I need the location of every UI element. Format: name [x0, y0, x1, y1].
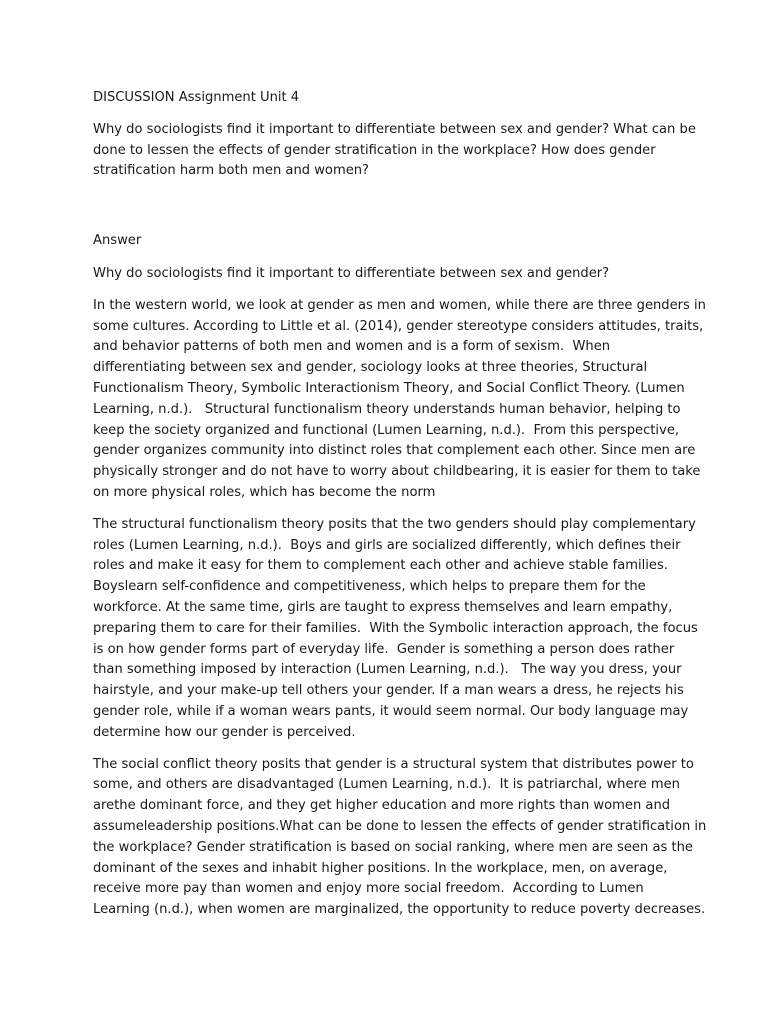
paragraph-line: Learning, n.d.). Structural functionalism theory understands human behavior, helping to — [93, 401, 681, 417]
title-text: DISCUSSION Assignment Unit 4 — [93, 90, 300, 105]
document-title — [93, 88, 678, 109]
paragraph-line: is on how gender forms part of everyday life. Gender is something a person does rather — [93, 641, 675, 657]
paragraph-line: Functionalism Theory, Symbolic Interactionism Theory, and Social Conflict Theory. (Lumen — [93, 380, 685, 396]
paragraph-2 — [93, 515, 698, 744]
paragraph-1 — [93, 296, 706, 504]
paragraph-line: Learning (n.d.), when women are marginalized, the opportunity to reduce poverty decreases. — [93, 902, 706, 918]
paragraph-line: The structural functionalism theory posits that the two genders should play complementary — [93, 516, 696, 532]
paragraph-line: than something imposed by interaction (Lumen Learning, n.d.). The way you dress, your — [93, 662, 682, 678]
paragraph-line: receive more pay than women and enjoy more social freedom. According to Lumen — [93, 881, 644, 897]
paragraph-line: arethe dominant force, and they get higher education and more rights than women and — [93, 798, 671, 814]
paragraph-line: roles (Lumen Learning, n.d.). Boys and girls are socialized differently, which defines their — [93, 537, 681, 553]
sub-question-text: Why do sociologists find it important to differentiate between sex and gender? — [93, 265, 610, 281]
answer-label-text: Answer — [93, 233, 142, 249]
paragraph-line: and behavior patterns of both men and women and is a form of sexism. When — [93, 339, 611, 355]
paragraph-line: preparing them to care for their families. With the Symbolic interaction approach, the focus — [93, 620, 698, 636]
question-line: Why do sociologists find it important to differentiate between sex and gender? What can be — [93, 121, 696, 137]
paragraph-line: In the western world, we look at gender as men and women, while there are three genders in — [93, 297, 706, 313]
paragraph-line: some cultures. According to Little et al. (2014), gender stereotype considers attitudes, traits, — [93, 318, 704, 334]
paragraph-line: determine how our gender is perceived. — [93, 724, 356, 740]
paragraph-line: some, and others are disadvantaged (Lumen Learning, n.d.). It is patriarchal, where men — [93, 777, 680, 793]
document-page — [93, 88, 707, 932]
paragraph-line: assumeleadership positions.What can be done to lessen the effects of gender stratification in — [93, 818, 707, 834]
paragraph-line: The social conflict theory posits that gender is a structural system that distributes power to — [93, 756, 694, 772]
paragraph-line: on more physical roles, which has become the norm — [93, 484, 436, 500]
paragraph-line: Boyslearn self-confidence and competitiveness, which helps to prepare them for the — [93, 579, 646, 595]
discussion-questions — [93, 120, 696, 182]
paragraph-line: roles and make it easy for them to complement each other and achieve stable families. — [93, 558, 668, 574]
paragraph-line: gender role, while if a woman wears pants, it would seem normal. Our body language may — [93, 703, 689, 719]
sub-question — [93, 264, 678, 285]
paragraph-line: differentiating between sex and gender, sociology looks at three theories, Structural — [93, 360, 648, 376]
paragraph-line: workforce. At the same time, girls are taught to express themselves and learn empathy, — [93, 599, 673, 615]
paragraph-line: physically stronger and do not have to worry about childbearing, it is easier for them to take — [93, 464, 701, 480]
answer-heading — [93, 231, 678, 252]
paragraph-line: the workplace? Gender stratification is based on social ranking, where men are seen as the — [93, 839, 693, 855]
paragraph-3 — [93, 755, 707, 921]
paragraph-line: keep the society organized and functional (Lumen Learning, n.d.). From this perspective, — [93, 422, 680, 438]
paragraph-line: dominant of the sexes and inhabit higher positions. In the workplace, men, on average, — [93, 860, 668, 876]
question-line: stratification harm both men and women? — [93, 163, 370, 179]
paragraph-line: gender organizes community into distinct roles that complement each other. Since men are — [93, 443, 696, 459]
paragraph-line: hairstyle, and your make-up tell others your gender. If a man wears a dress, he rejects his — [93, 683, 684, 699]
question-line: done to lessen the effects of gender stratification in the workplace? How does gender — [93, 142, 656, 158]
